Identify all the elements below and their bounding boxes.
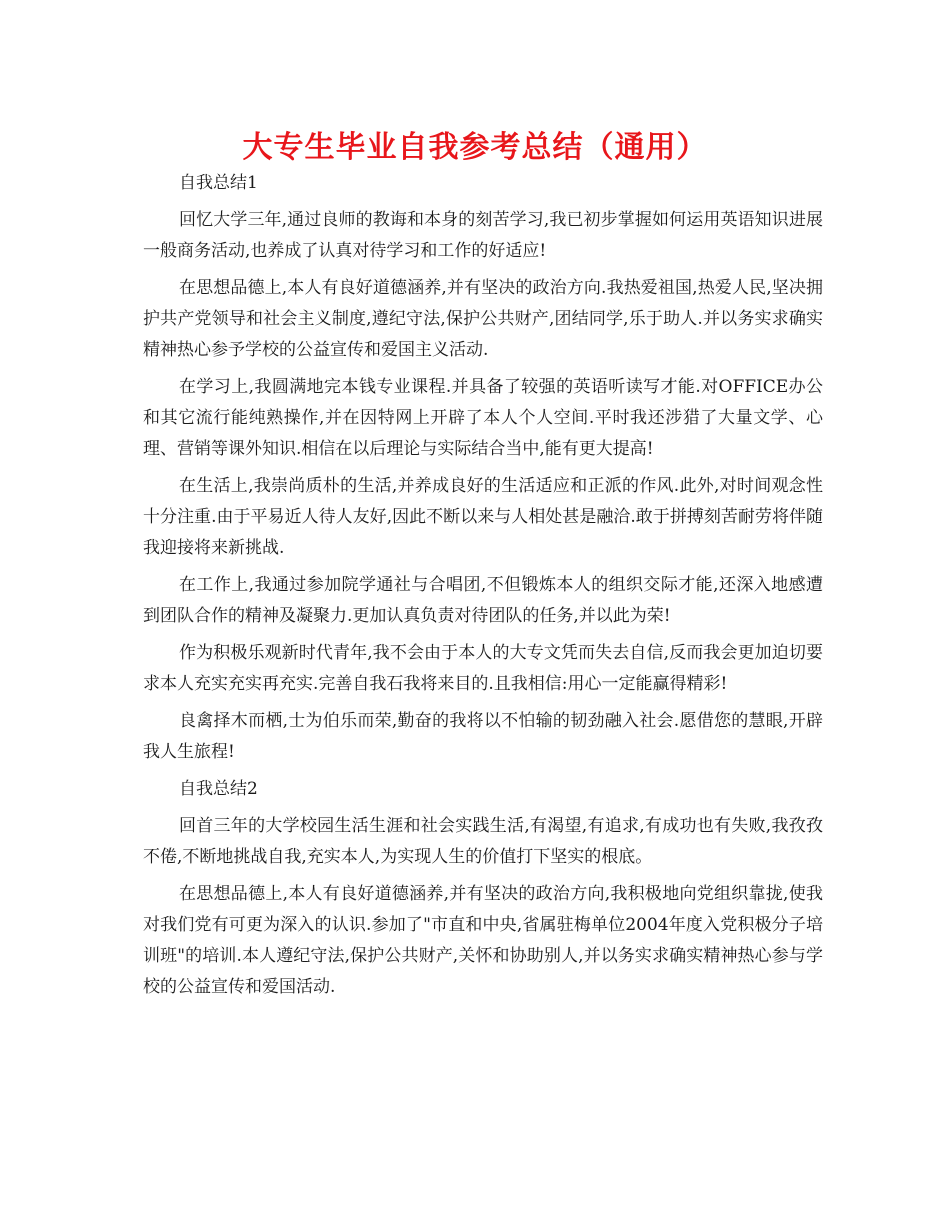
paragraph: 在工作上,我通过参加院学通社与合唱团,不但锻炼本人的组织交际才能,还深入地感遭到团队合作的精神及凝聚力.更加认真负责对待团队的任务,并以此为荣!	[143, 575, 823, 626]
paragraph: 作为积极乐观新时代青年,我不会由于本人的大专文凭而失去自信,反而我会更加迫切要求本人充实充实再充实.完善自我石我将来目的.且我相信:用心一定能赢得精彩!	[143, 643, 823, 694]
paragraph: 回忆大学三年,通过良师的教诲和本身的刻苦学习,我已初步掌握如何运用英语知识进展一般商务活动,也养成了认真对待学习和工作的好适应!	[143, 210, 823, 261]
document-title: 大专生毕业自我参考总结（通用）	[242, 130, 708, 165]
paragraph: 在生活上,我崇尚质朴的生活,并养成良好的生活适应和正派的作风.此外,对时间观念性十分注重.由于平易近人待人友好,因此不断以来与人相处甚是融洽.敢于拼搏刻苦耐劳将伴随我迎接将来新挑战.	[143, 476, 823, 558]
paragraph: 良禽择木而栖,士为伯乐而荣,勤奋的我将以不怕输的韧劲融入社会.愿借您的慧眼,开辟我人生旅程!	[143, 711, 823, 762]
paragraph: 回首三年的大学校园生活生涯和社会实践生活,有渴望,有追求,有成功也有失败,我孜孜不倦,不断地挑战自我,充实本人,为实现人生的价值打下坚实的根底。	[143, 816, 823, 867]
document-body	[143, 168, 823, 1003]
section-heading-2: 自我总结2	[179, 779, 258, 799]
section-heading-1: 自我总结1	[179, 173, 258, 193]
paragraph: 在思想品德上,本人有良好道德涵养,并有坚决的政治方向,我积极地向党组织靠拢,使我对我们党有可更为深入的认识.参加了"市直和中央,省属驻梅单位2004年度入党积极分子培训班"的培训.本人遵纪守法,保护公共财产,关怀和协助别人,并以务实求确实精神热心参与学校的公益宣传和爱国活动.	[143, 884, 823, 997]
paragraph: 在学习上,我圆满地完本钱专业课程.并具备了较强的英语听读写才能.对OFFICE办公和其它流行能纯熟操作,并在因特网上开辟了本人个人空间.平时我还涉猎了大量文学、心理、营销等课外知识.相信在以后理论与实际结合当中,能有更大提高!	[143, 377, 823, 459]
paragraph: 在思想品德上,本人有良好道德涵养,并有坚决的政治方向.我热爱祖国,热爱人民,坚决拥护共产党领导和社会主义制度,遵纪守法,保护公共财产,团结同学,乐于助人.并以务实求确实精神热心参予学校的公益宣传和爱国主义活动.	[143, 278, 823, 360]
